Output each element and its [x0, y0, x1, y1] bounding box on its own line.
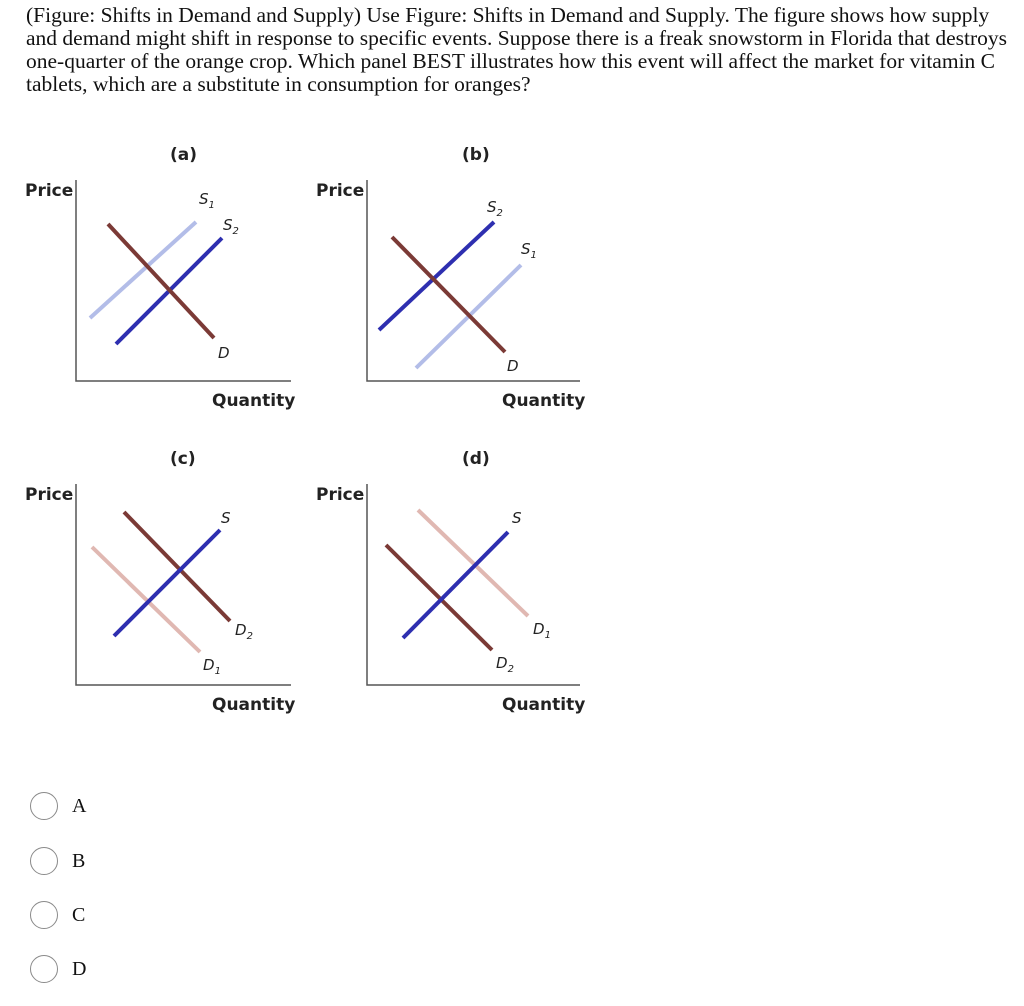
- y-axis-label: Price: [316, 485, 365, 505]
- x-axis-label: Quantity: [212, 695, 296, 715]
- label-s2: $S_2$: [487, 198, 503, 219]
- x-axis-label: Quantity: [502, 391, 586, 411]
- radio-button[interactable]: [30, 901, 58, 929]
- demand-curve-d2: [124, 512, 230, 621]
- option-label: D: [72, 957, 87, 980]
- x-axis-label: Quantity: [212, 391, 296, 411]
- axes: [76, 484, 291, 685]
- radio-button[interactable]: [30, 792, 58, 820]
- label-s2: $S_2$: [223, 216, 239, 237]
- option-c[interactable]: [30, 899, 85, 931]
- label-d: D: [507, 357, 519, 375]
- label-d2: $D_2$: [496, 654, 514, 675]
- panel-a: [25, 145, 295, 411]
- option-label: A: [72, 794, 87, 817]
- option-a[interactable]: [30, 790, 86, 822]
- y-axis-label: Price: [25, 485, 74, 505]
- supply-curve-s2: [379, 222, 494, 330]
- panel-title: (c): [170, 449, 196, 469]
- y-axis-label: Price: [25, 181, 74, 201]
- label-s: S: [512, 509, 522, 527]
- radio-button[interactable]: [30, 847, 58, 875]
- option-b[interactable]: [30, 845, 85, 877]
- option-d[interactable]: [30, 953, 86, 985]
- axes: [76, 180, 291, 381]
- panel-d: [316, 449, 585, 715]
- label-d1: $D_1$: [203, 656, 221, 677]
- panel-b: [316, 145, 585, 411]
- panel-title: (d): [462, 449, 490, 469]
- label-d: D: [218, 344, 230, 362]
- x-axis-label: Quantity: [502, 695, 586, 715]
- option-label: C: [72, 903, 86, 926]
- radio-button[interactable]: [30, 955, 58, 983]
- panel-c: [25, 449, 295, 715]
- label-s1: $S_1$: [199, 190, 215, 211]
- question-text: (Figure: Shifts in Demand and Supply) Use Figure: Shifts in Demand and Supply. The figure shows how supply and demand might shift in response to specific events. Suppose there is a freak snowstorm in Florida that destroys one-quarter of the orange crop. Which panel BEST illustrates how this event will affect the market for vitamin C tablets, which are a substitute in consumption for oranges?: [26, 3, 1008, 96]
- option-label: B: [72, 849, 86, 872]
- demand-curve-d: [108, 224, 214, 338]
- label-s: S: [221, 509, 231, 527]
- label-d1: $D_1$: [533, 620, 551, 641]
- panel-title: (a): [170, 145, 198, 165]
- axes: [367, 180, 580, 381]
- panel-title: (b): [462, 145, 490, 165]
- y-axis-label: Price: [316, 181, 365, 201]
- label-s1: $S_1$: [521, 240, 537, 261]
- label-d2: $D_2$: [235, 621, 253, 642]
- demand-curve-d1: [92, 547, 200, 652]
- demand-curve-d2: [386, 545, 492, 650]
- axes: [367, 484, 580, 685]
